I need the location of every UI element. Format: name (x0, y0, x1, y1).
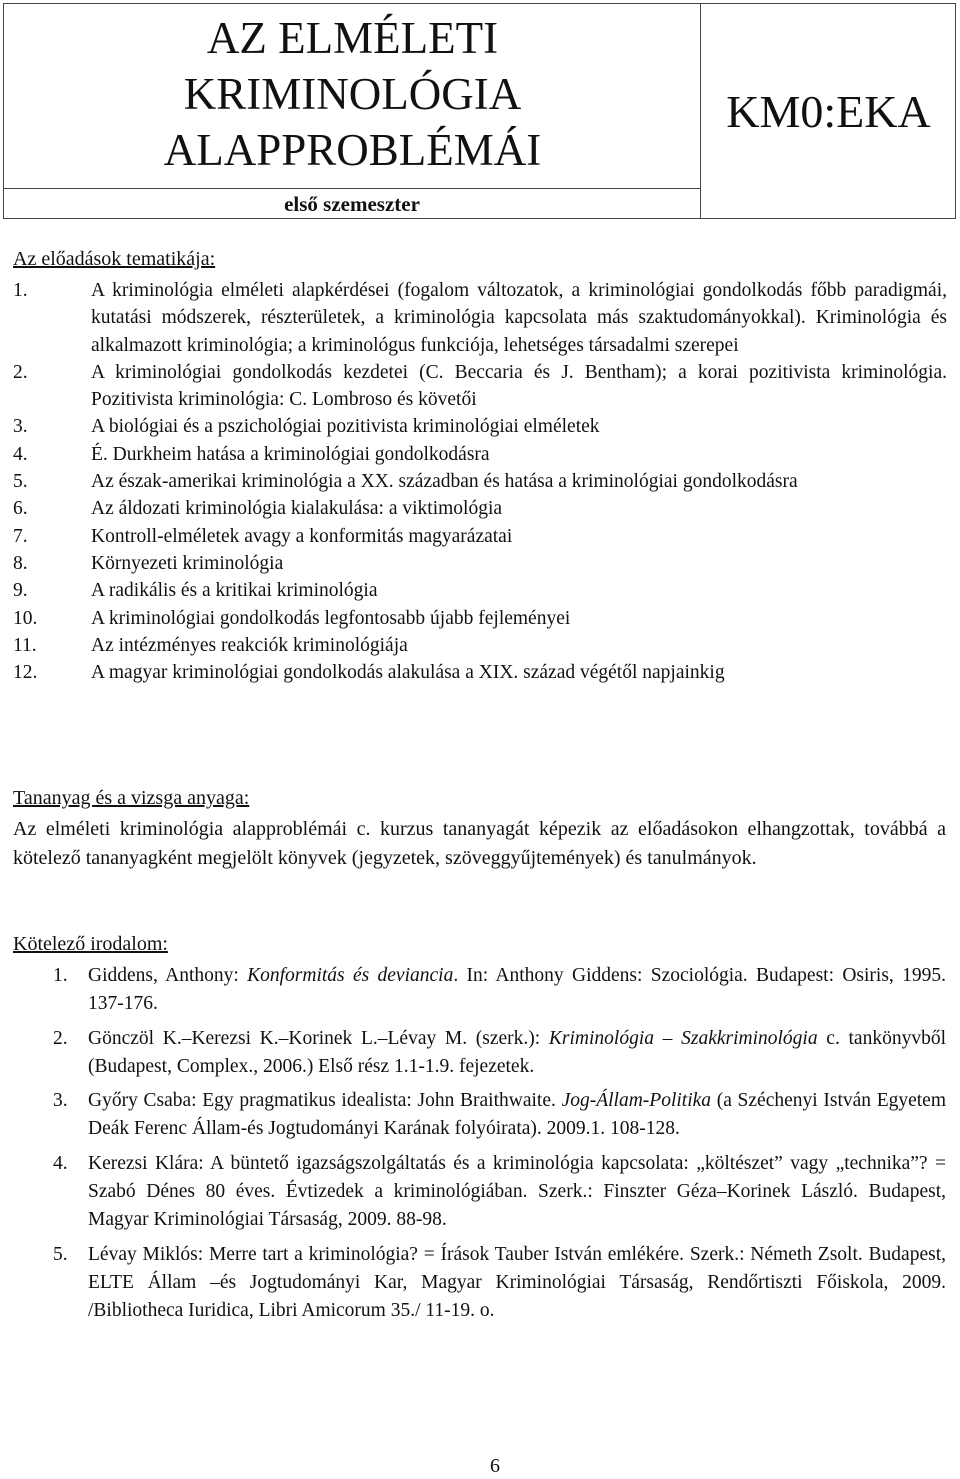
citation-text: (a Széchenyi István Egyetem Deák Ferenc Állam-és Jogtudományi Karának folyóirata). 2009.1. 108-128. (88, 1090, 947, 1140)
item-number: 9. (13, 580, 28, 602)
header-table (3, 3, 956, 219)
item-text: Környezeti kriminológia (91, 552, 284, 574)
item-number: 3. (53, 1090, 68, 1112)
item-text (88, 1241, 946, 1326)
citation-text: Giddens, Anthony: (88, 965, 248, 986)
item-text (88, 1087, 946, 1144)
item-text (88, 1150, 946, 1235)
tananyag-text: Az elméleti kriminológia alapproblémái c. kurzus tananyagát képezik az előadásokon elhangzottak, továbbá a kötelező tananyagként megjelölt könyvek (jegyzetek, szöveggyűjtemények) és tanulmányok. (13, 818, 946, 869)
item-text: A magyar kriminológiai gondolkodás alakulása a XIX. század végétől napjainkig (91, 662, 725, 684)
item-text: A kriminológiai gondolkodás legfontosabb újabb fejleményei (91, 607, 571, 629)
page-number: 6 (490, 1455, 500, 1477)
item-number: 1. (13, 280, 28, 301)
item-text: Az észak-amerikai kriminológia a XX. században és hatása a kriminológiai gondolkodásra (91, 471, 798, 493)
list-item (13, 495, 947, 522)
list-item (13, 550, 947, 577)
citation-text: Győry Csaba: Egy pragmatikus idealista: John Braithwaite. (88, 1090, 562, 1112)
list-item (13, 962, 946, 1019)
list-item (13, 1025, 946, 1082)
item-text: Az intézményes reakciók kriminológiája (91, 634, 408, 656)
item-number: 2. (13, 361, 28, 383)
topics-list (13, 277, 947, 686)
item-text: Kontroll-elméletek avagy a konformitás magyarázatai (91, 525, 513, 547)
citation-text: . In: Anthony Giddens: Szociológia. Budapest: Osiris, 1995. 137-176. (88, 965, 946, 1015)
item-number: 5. (13, 471, 28, 493)
item-text: É. Durkheim hatása a kriminológiai gondolkodásra (91, 443, 490, 465)
item-number: 2. (53, 1027, 68, 1049)
item-text (88, 1025, 946, 1082)
citation-title: Kriminológia – Szakkriminológia (548, 1027, 818, 1049)
code-cell (701, 4, 956, 219)
item-text: A kriminológiai gondolkodás kezdetei (C. Beccaria és J. Bentham); a korai pozitivista kriminológia. Pozitivista kriminológia: C. Lombroso és követői (91, 361, 947, 411)
list-item (13, 468, 947, 495)
course-code: KM0:EKA (726, 86, 931, 137)
title-line: AZ ELMÉLETI (206, 13, 499, 63)
item-text: A kriminológia elméleti alapkérdései (fogalom változatok, a kriminológiai gondolkodás főbb paradigmái, kutatási módszerek, részterületek, a kriminológia kapcsolata más szaktudományokkal). Kriminológia és alkalmazott kriminológia; a kriminológus funkciója, lehetséges társadalmi szerepei (91, 280, 947, 356)
item-text: A radikális és a kritikai kriminológia (91, 580, 378, 602)
course-title (4, 10, 701, 178)
list-item (13, 605, 947, 632)
item-number: 7. (13, 525, 28, 547)
item-number: 4. (13, 443, 28, 465)
readings-list (13, 962, 946, 1332)
item-number: 4. (53, 1152, 68, 1174)
citation-text: Kerezsi Klára: A büntető igazságszolgáltatás és a kriminológia kapcsolata: „költészet” vagy „technika”? = Szabó Dénes 80 éves. Évtizedek a kriminológiában. Szerk.: Finszter Géza–Korinek László. Budapest, Magyar Kriminológiai Társaság, 2009. 88-98. (88, 1152, 946, 1231)
topics-heading: Az előadások tematikája: (13, 248, 216, 270)
item-number: 3. (13, 416, 28, 438)
list-item (13, 277, 947, 359)
list-item (13, 1150, 946, 1235)
citation-title: Konformitás és deviancia (247, 965, 454, 986)
title-line: KRIMINOLÓGIA (183, 69, 522, 119)
semester-label: első szemeszter (284, 192, 420, 216)
list-item (13, 523, 947, 550)
list-item (13, 359, 947, 414)
citation-text: Lévay Miklós: Merre tart a kriminológia? = Írások Tauber István emlékére. Szerk.: Németh Zsolt. Budapest, ELTE Állam –és Jogtudományi Kar, Magyar Kriminológiai Társaság, Rendőrtiszti Főiskola, 2009. /Bibliotheca Iuridica, Libri Amicorum 35./ 11-19. o. (88, 1243, 946, 1322)
list-item (13, 441, 947, 468)
list-item (13, 1241, 946, 1326)
list-item (13, 1087, 946, 1144)
item-number: 5. (53, 1243, 68, 1265)
item-number: 10. (13, 607, 38, 629)
list-item (13, 659, 947, 686)
tananyag-heading: Tananyag és a vizsga anyaga: (13, 787, 250, 809)
readings-heading: Kötelező irodalom: (13, 933, 168, 955)
list-item (13, 577, 947, 604)
citation-title: Jog-Állam-Politika (561, 1090, 712, 1112)
item-number: 6. (13, 498, 28, 520)
citation-text: c. tankönyvből (Budapest, Complex., 2006.) Első rész 1.1-1.9. fejezetek. (88, 1027, 946, 1077)
item-text: A biológiai és a pszichológiai pozitivista kriminológiai elméletek (91, 416, 600, 438)
item-text (88, 962, 946, 1019)
list-item (13, 413, 947, 440)
citation-text: Gönczöl K.–Kerezsi K.–Korinek L.–Lévay M. (szerk.): (88, 1027, 549, 1049)
item-number: 8. (13, 552, 28, 574)
item-number: 11. (13, 634, 37, 656)
semester-cell (4, 189, 701, 219)
title-line: ALAPPROBLÉMÁI (163, 125, 542, 175)
item-text: Az áldozati kriminológia kialakulása: a viktimológia (91, 498, 503, 520)
title-cell (4, 4, 701, 189)
item-number: 12. (13, 662, 38, 684)
item-number: 1. (53, 965, 68, 986)
list-item (13, 632, 947, 659)
